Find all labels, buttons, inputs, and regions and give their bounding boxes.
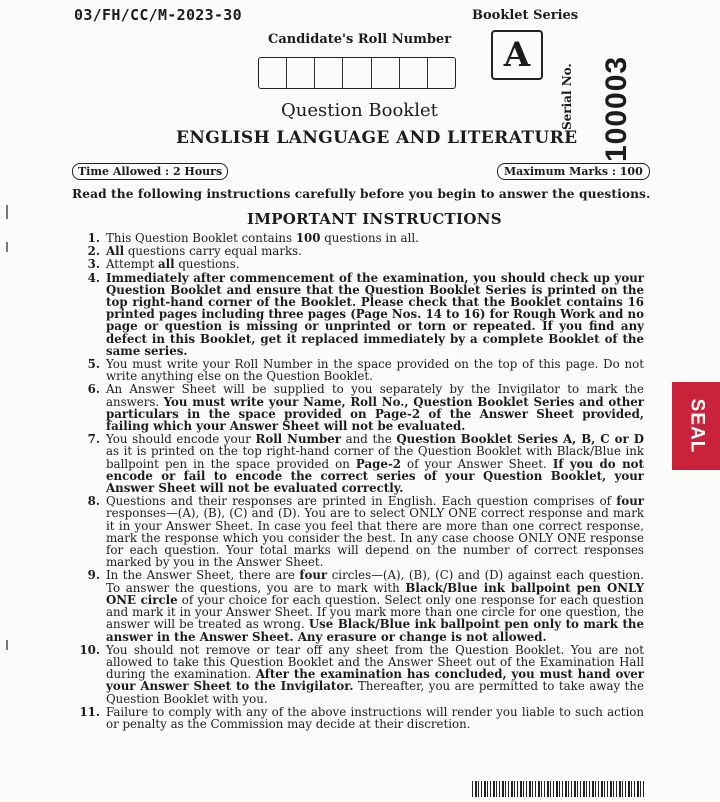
booklet-series-letter: A [491, 30, 543, 80]
roll-digit-box[interactable] [259, 58, 287, 88]
instruction-text-part: Failure to comply with any of the above instructions will render you liable to such action or penalty as the Commission may decide at their discretion. [106, 704, 644, 731]
instructions-list [78, 232, 644, 731]
serial-label: Serial No. [560, 63, 574, 130]
instruction-item [78, 644, 644, 705]
instruction-number: 4. [87, 270, 100, 285]
seal-label: SEAL [686, 398, 707, 454]
instruction-text [106, 495, 644, 568]
booklet-series-label: Booklet Series [472, 8, 579, 23]
seal-tab [672, 382, 720, 470]
instruction-text-part: Roll Number [255, 432, 341, 447]
instruction-text-part: Questions and their responses are printed in English. Each question comprises of [106, 494, 617, 509]
instruction-number: 1. [87, 231, 100, 245]
roll-number-boxes[interactable] [258, 57, 456, 89]
instruction-item [78, 495, 644, 568]
roll-digit-box[interactable] [315, 58, 343, 88]
instruction-text-part: You should not remove or tear off any sheet from the Question Booklet. You are not allowed to take this Question Booklet and the Answer Sheet out of the Examination Hall during the examination. [106, 642, 644, 682]
time-allowed: Time Allowed : 2 Hours [72, 163, 228, 180]
instructions-heading: IMPORTANT INSTRUCTIONS [247, 210, 502, 228]
instruction-text-part: Attempt [106, 257, 159, 272]
roll-digit-box[interactable] [287, 58, 315, 88]
instruction-number: 7. [87, 432, 100, 447]
roll-digit-box[interactable] [428, 58, 455, 88]
instruction-item [78, 358, 644, 382]
instruction-text-part: You must write your Roll Number in the space provided on the top of this page. Do not write anything else on the Question Booklet. [106, 357, 644, 384]
instruction-text-part: of your choice for each question. Select only one response for each question and mark it in your Answer Sheet. If you mark more than one circle for one question, the answer will be treated as wrong. [106, 592, 644, 632]
instruction-text-part: questions in all. [320, 231, 419, 245]
instruction-text-part: Question Booklet Series A, B, C or D [396, 432, 644, 447]
instruction-text [106, 706, 644, 730]
subject-title: ENGLISH LANGUAGE AND LITERATURE [176, 128, 578, 148]
instruction-text-part: circles—(A), (B), (C) and (D) against each question. To answer the questions, you are to mark with [106, 568, 644, 595]
instruction-text [106, 644, 644, 705]
instruction-text [106, 232, 644, 244]
instruction-text-part: Immediately after commencement of the examination, you should check up your Question Booklet and ensure that the Question Booklet Series is printed on the top right-hand corner of the Booklet. Please check that the Booklet contains 16 printed pages including three pages (Page Nos. 14 to 16) for Rough Work and no page or question is missing or unprinted or torn or repeated. If you find any defect in this Booklet, get it replaced immediately by a complete Booklet of the same series. [106, 270, 644, 358]
serial-number: 100003 [600, 55, 633, 162]
instruction-number: 8. [87, 494, 100, 509]
roll-digit-box[interactable] [372, 58, 400, 88]
instruction-item [78, 569, 644, 642]
instruction-text-part: Thereafter, you are permitted to take away the Question Booklet with you. [106, 679, 644, 706]
margin-mark [6, 242, 8, 252]
instruction-text-part: This Question Booklet contains [106, 231, 296, 245]
instruction-text-part: All [106, 244, 125, 259]
instruction-text [106, 272, 644, 357]
instruction-text-part: four [299, 568, 328, 583]
instruction-text-part: all [158, 257, 175, 272]
instruction-text-part: questions carry equal marks. [124, 244, 302, 259]
instruction-text-part: 100 [295, 231, 321, 245]
instruction-text [106, 245, 644, 257]
instruction-item [78, 232, 644, 244]
margin-mark [6, 205, 8, 219]
instruction-text-part: In the Answer Sheet, there are [106, 568, 300, 583]
instruction-text-part: Use Black/Blue ink ballpoint pen only to mark the answer in the Answer Sheet. Any erasure or change is not allowed. [106, 617, 644, 644]
instruction-text-part: After the examination has concluded, you must hand over your Answer Sheet to the Invigilator. [106, 667, 644, 694]
read-instructions-line: Read the following instructions carefully before you begin to answer the questions. [72, 187, 651, 201]
roll-digit-box[interactable] [343, 58, 371, 88]
instruction-number: 6. [87, 382, 100, 397]
instruction-text-part: You should encode your [106, 432, 256, 447]
barcode [472, 781, 644, 797]
instruction-item [78, 258, 644, 270]
instruction-text-part: four [616, 494, 644, 509]
instruction-text-part: You must write your Name, Roll No., Question Booklet Series and other particulars in the space provided on Page-2 of the Answer Sheet provided, failing which your Answer Sheet will not be evaluated. [106, 394, 644, 434]
instruction-item [78, 706, 644, 730]
instruction-text-part: Black/Blue ink ballpoint pen ONLY ONE circle [106, 580, 644, 607]
paper-code: 03/FH/CC/M-2023-30 [74, 6, 242, 24]
instruction-text [106, 258, 644, 270]
roll-digit-box[interactable] [400, 58, 428, 88]
booklet-title: Question Booklet [281, 100, 438, 121]
instruction-text-part: responses—(A), (B), (C) and (D). You are to select ONLY ONE correct response and mark it in your Answer Sheet. In case you feel that there are more than one correct response, mark the response which you consider the best. In any case choose ONLY ONE response for each question. Your total marks will depend on the number of correct responses marked by you in the Answer Sheet. [106, 506, 644, 570]
instruction-number: 9. [87, 568, 100, 583]
instruction-text-part: questions. [174, 257, 240, 272]
instruction-text [106, 358, 644, 382]
instruction-text [106, 569, 644, 642]
instruction-text-part: as it is printed on the top right-hand corner of the Question Booklet with Black/Blue ink ballpoint pen in the space provided on [106, 444, 644, 471]
instruction-item [78, 245, 644, 257]
instruction-text-part: If you do not encode or fail to encode the correct series of your Question Booklet, your Answer Sheet will not be evaluated correctly. [106, 456, 644, 496]
instruction-item [78, 383, 644, 432]
instruction-number: 2. [87, 244, 100, 259]
instruction-number: 11. [79, 704, 100, 719]
instruction-text-part: of your Answer Sheet. [400, 456, 553, 471]
instruction-number: 3. [87, 257, 100, 272]
instruction-number: 10. [79, 642, 100, 657]
roll-number-label: Candidate's Roll Number [268, 32, 452, 47]
instruction-item [78, 433, 644, 494]
instruction-number: 5. [87, 357, 100, 372]
instruction-text [106, 433, 644, 494]
margin-mark [6, 640, 8, 650]
instruction-text-part: Page-2 [355, 456, 401, 471]
maximum-marks: Maximum Marks : 100 [497, 163, 650, 180]
instruction-text [106, 383, 644, 432]
instruction-item [78, 272, 644, 357]
instruction-text-part: An Answer Sheet will be supplied to you separately by the Invigilator to mark the answers. [106, 382, 644, 409]
instruction-text-part: and the [340, 432, 397, 447]
